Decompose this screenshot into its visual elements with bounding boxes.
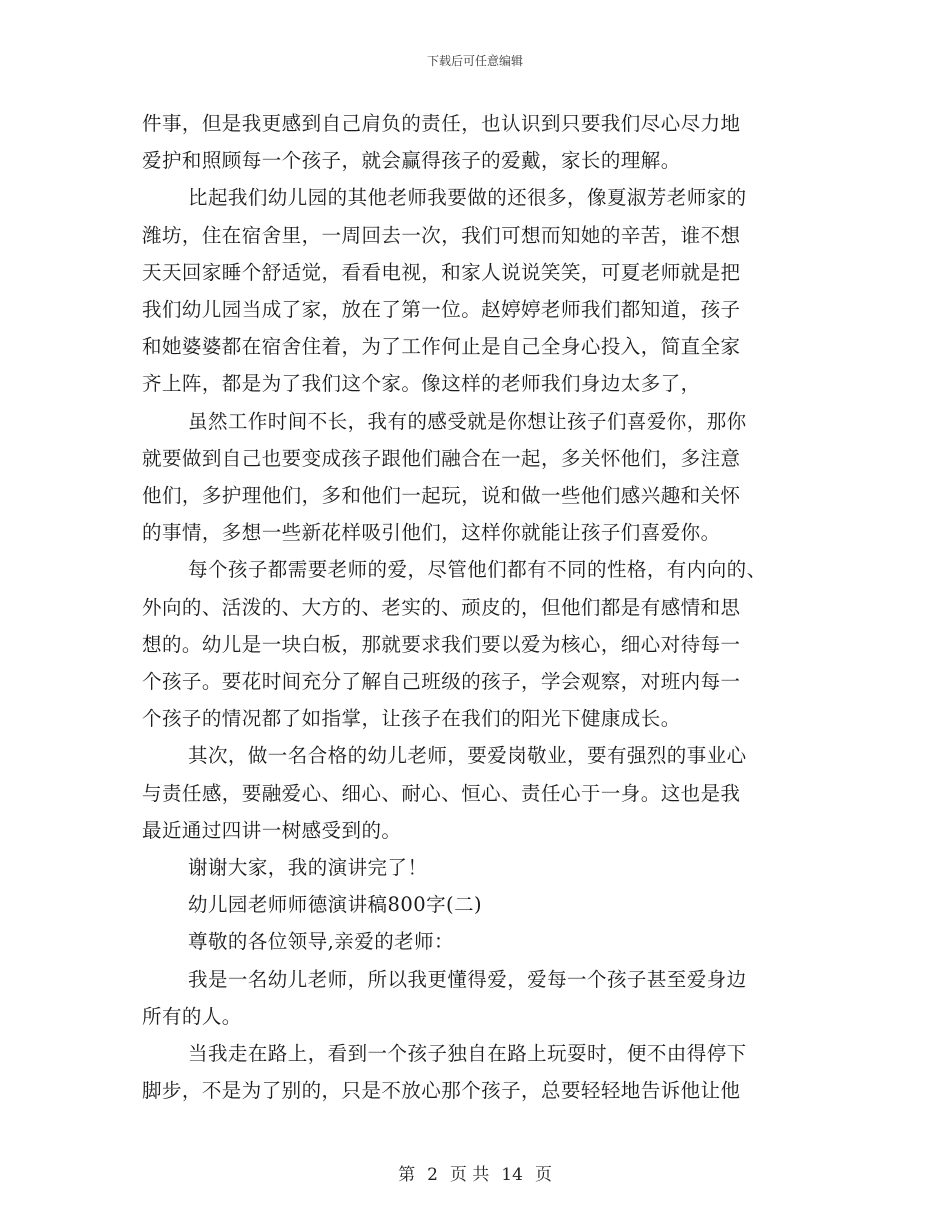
text-line: 齐上阵，都是为了我们这个家。像这样的老师我们身边太多了，	[142, 372, 701, 396]
paragraph	[142, 961, 812, 1035]
footer-current-page: 2	[427, 1165, 438, 1185]
text-line: 与责任感，要融爱心、细心、耐心、恒心、责任心于一身。这也是我	[142, 781, 741, 805]
footer-prefix: 第	[398, 1165, 416, 1185]
text-line: 就要做到自己也要变成孩子跟他们融合在一起，多关怀他们，多注意	[142, 446, 741, 470]
footer-middle: 页 共	[449, 1165, 490, 1185]
text-line: 虽然工作时间不长，我有的感受就是你想让孩子们喜爱你，那你	[188, 409, 747, 433]
text-line: 谢谢大家，我的演讲完了！	[188, 856, 428, 880]
paragraph	[142, 403, 812, 552]
text-line: 的事情，多想一些新花样吸引他们，这样你就能让孩子们喜爱你。	[142, 521, 721, 545]
text-line: 脚步，不是为了别的，只是不放心那个孩子，总要轻轻地告诉他让他	[142, 1079, 741, 1103]
page-header: 下载后可任意编辑	[426, 54, 523, 68]
paragraph	[142, 886, 812, 923]
paragraph	[142, 1035, 812, 1109]
paragraph	[142, 737, 812, 849]
document-body	[142, 105, 812, 1109]
paragraph	[142, 849, 812, 886]
text-line: 和她婆婆都在宿舍住着，为了工作何止是自己全身心投入，简直全家	[142, 335, 741, 359]
text-line: 比起我们幼儿园的其他老师我要做的还很多，像夏淑芳老师家的	[188, 186, 747, 210]
paragraph	[142, 179, 812, 402]
text-line: 想的。幼儿是一块白板，那就要求我们要以爱为核心，细心对待每一	[142, 632, 741, 656]
text-line: 我是一名幼儿老师，所以我更懂得爱，爱每一个孩子甚至爱身边	[188, 967, 747, 991]
text-line: 外向的、活泼的、大方的、老实的、顽皮的，但他们都是有感情和思	[142, 595, 741, 619]
paragraph	[142, 105, 812, 179]
footer-total-pages: 14	[501, 1165, 523, 1185]
text-line: 天天回家睡个舒适觉，看看电视，和家人说说笑笑，可夏老师就是把	[142, 260, 741, 284]
text-line: 个孩子的情况都了如指掌，让孩子在我们的阳光下健康成长。	[142, 707, 681, 731]
page-footer	[0, 1160, 950, 1185]
text-line: 最近通过四讲一树感受到的。	[142, 818, 402, 842]
text-line: 潍坊，住在宿舍里，一周回去一次，我们可想而知她的辛苦，谁不想	[142, 223, 741, 247]
footer-suffix: 页	[534, 1165, 552, 1185]
text-line: 每个孩子都需要老师的爱，尽管他们都有不同的性格，有内向的、	[188, 558, 767, 582]
paragraph	[142, 923, 812, 960]
text-line: 其次，做一名合格的幼儿老师，要爱岗敬业，要有强烈的事业心	[188, 744, 747, 768]
text-line: 个孩子。要花时间充分了解自己班级的孩子，学会观察，对班内每一	[142, 670, 741, 694]
text-line: 当我走在路上，看到一个孩子独自在路上玩耍时，便不由得停下	[188, 1042, 747, 1066]
paragraph	[142, 551, 812, 737]
text-line: 件事，但是我更感到自己肩负的责任，也认识到只要我们尽心尽力地	[142, 112, 741, 135]
text-line: 我们幼儿园当成了家，放在了第一位。赵婷婷老师我们都知道，孩子	[142, 298, 741, 322]
text-line: 幼儿园老师师德演讲稿800字(二)	[188, 893, 483, 917]
text-line: 尊敬的各位领导,亲爱的老师：	[188, 930, 454, 954]
text-line: 所有的人。	[142, 1004, 242, 1028]
text-line: 他们，多护理他们，多和他们一起玩，说和做一些他们感兴趣和关怀	[142, 484, 741, 508]
text-line: 爱护和照顾每一个孩子，就会赢得孩子的爱戴，家长的理解。	[142, 149, 681, 173]
